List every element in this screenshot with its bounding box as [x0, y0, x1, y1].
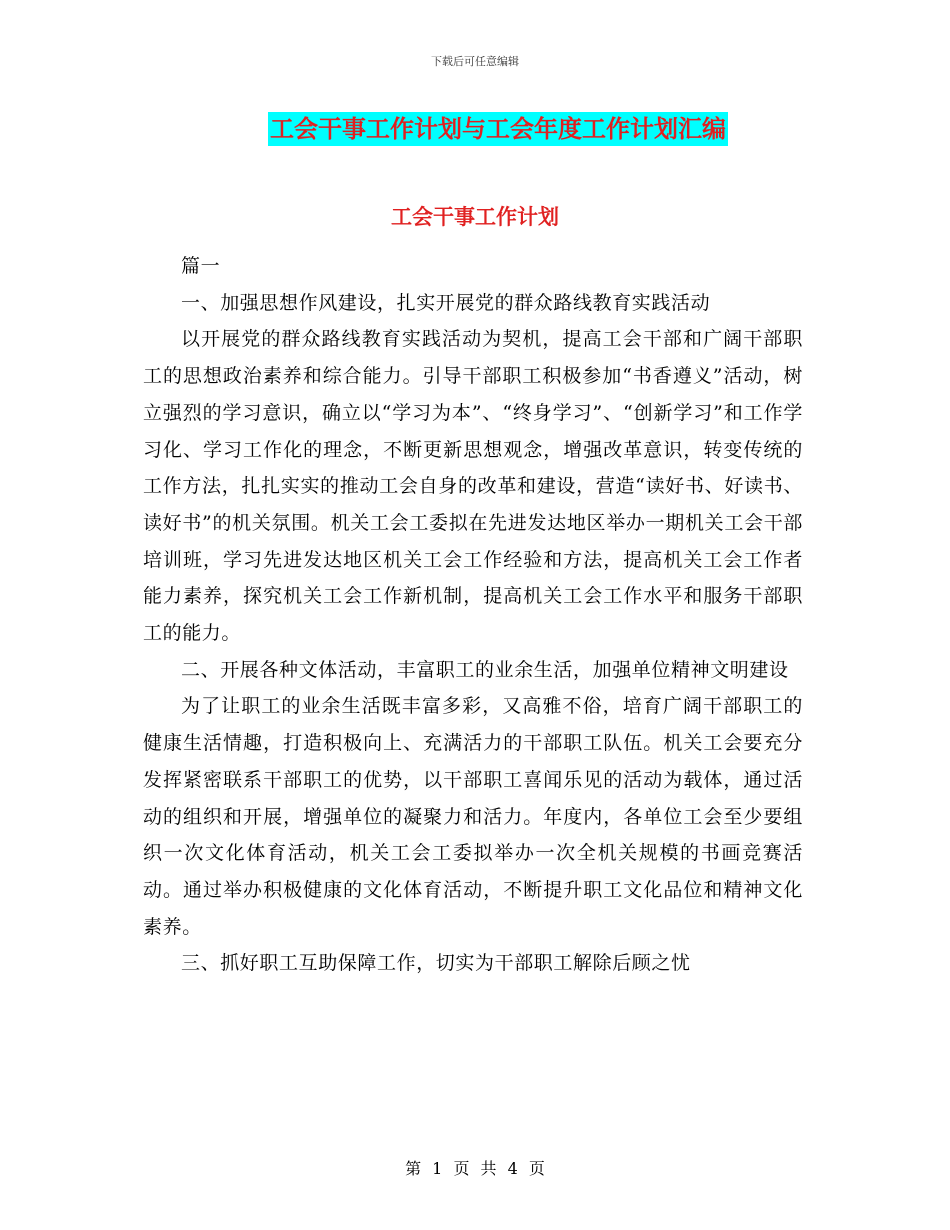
document-body: [143, 248, 803, 982]
paragraph-part-label: 篇一: [181, 255, 221, 277]
main-title-container: [0, 112, 950, 146]
paragraph-heading-2: 二、开展各种文体活动，丰富职工的业余生活，加强单位精神文明建设: [181, 658, 789, 681]
section-title: 工会干事工作计划: [391, 205, 559, 229]
paragraph-heading-1: 一、加强思想作风建设，扎实开展党的群众路线教育实践活动: [181, 291, 711, 314]
paragraph-heading-3: 三、抓好职工互助保障工作，切实为干部职工解除后顾之忧: [181, 952, 691, 975]
paragraph-body-2: 为了让职工的业余生活既丰富多彩，又高雅不俗，培育广阔干部职工的健康生活情趣，打造积极向上、充满活力的干部职工队伍。机关工会要充分发挥紧密联系干部职工的优势，以干部职工喜闻乐见的活动为载体，通过活动的组织和开展，增强单位的凝聚力和活力。年度内，各单位工会至少要组织一次文化体育活动，机关工会工委拟举办一次全机关规模的书画竞赛活动。通过举办积极健康的文化体育活动，不断提升职工文化品位和精神文化素养。: [143, 695, 803, 938]
paragraph-body-1: 以开展党的群众路线教育实践活动为契机，提高工会干部和广阔干部职工的思想政治素养和综合能力。引导干部职工积极参加“书香遵义”活动，树立强烈的学习意识，确立以“学习为本”、“终身学习”、“创新学习”和工作学习化、学习工作化的理念，不断更新思想观念，增强改革意识，转变传统的工作方法，扎扎实实的推动工会自身的改革和建设，营造“读好书、好读书、读好书”的机关氛围。机关工会工委拟在先进发达地区举办一期机关工会干部培训班，学习先进发达地区机关工会工作经验和方法，提高机关工会工作者能力素养，探究机关工会工作新机制，提高机关工会工作水平和服务干部职工的能力。: [143, 328, 803, 645]
page-footer: 第 1 页 共 4 页: [405, 1159, 545, 1178]
document-title: 工会干事工作计划与工会年度工作计划汇编: [268, 112, 728, 146]
header-note: 下载后可任意编辑: [431, 55, 519, 68]
